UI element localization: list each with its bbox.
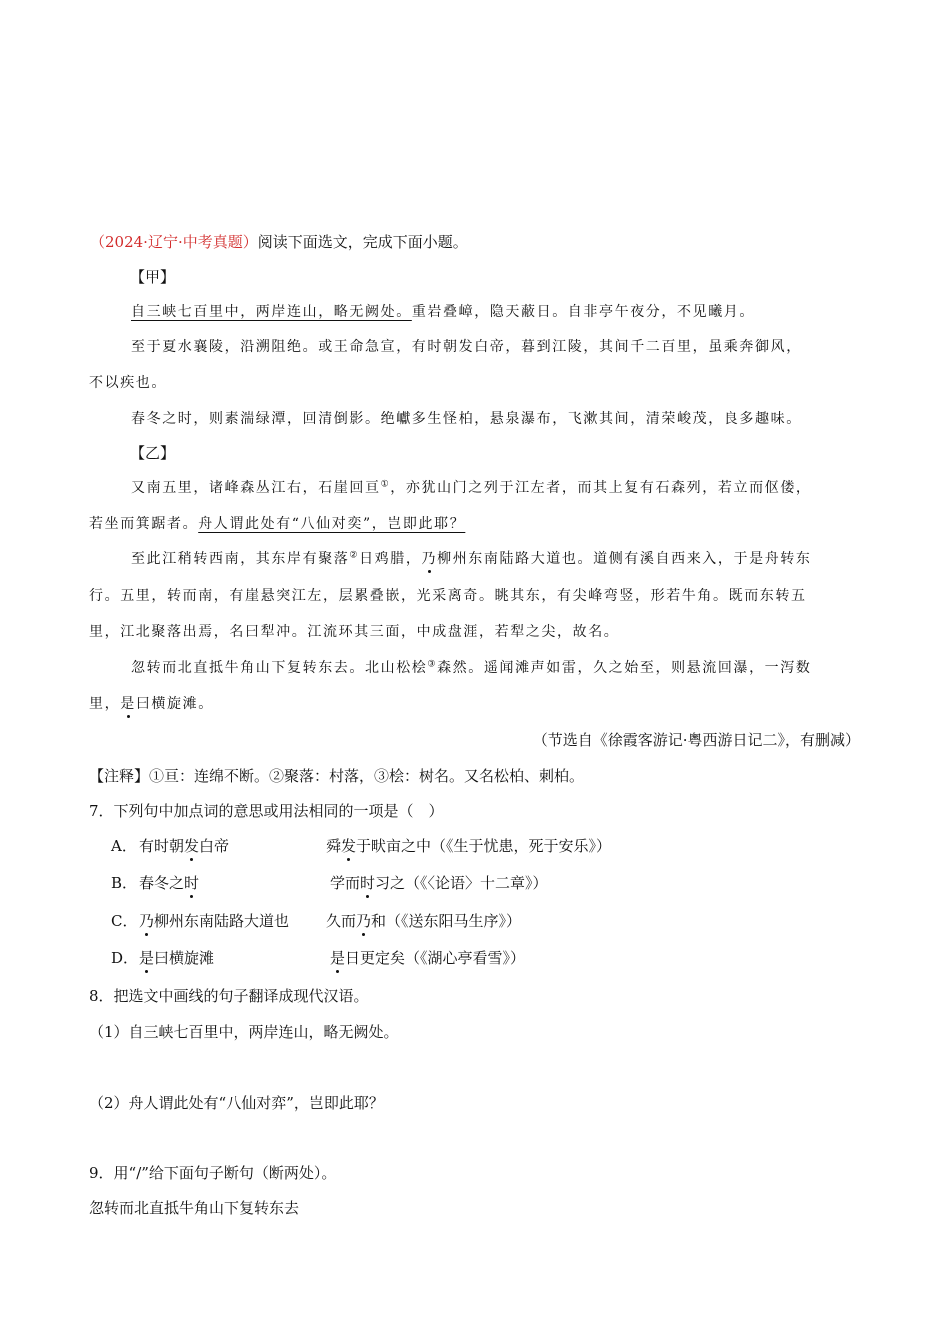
question-9-sentence: 忽转而北直抵牛角山下复转东去 <box>89 1199 300 1217</box>
note-marker-1: ① <box>380 479 391 490</box>
note-marker-3: ③ <box>427 659 438 670</box>
option-right-phrase: 舜发于畎亩之中（《生于忧患，死于安乐》） <box>326 837 612 855</box>
yi-paragraph-3: 忽转而北直抵牛角山下复转东去。北山松桧③森然。遥闻滩声如雷，久之始至，则悬流回瀑，一泻数 <box>131 659 812 676</box>
question-8-item-1: （1）自三峡七百里中，两岸连山，略无阙处。 <box>89 1023 399 1041</box>
intro-line <box>90 231 468 253</box>
option-a[interactable] <box>111 835 711 859</box>
option-label: B． <box>111 874 138 892</box>
option-b[interactable] <box>111 872 711 896</box>
option-left-phrase: 春冬之时 <box>139 874 200 892</box>
option-left-phrase: 乃柳州东南陆路大道也 <box>139 912 290 930</box>
dotted-word: 乃 <box>421 551 438 567</box>
jia-paragraph-2-cont: 不以疾也。 <box>89 375 167 391</box>
jia-paragraph-3: 春冬之时，则素湍绿潭，回清倒影。绝巘多生怪柏，悬泉瀑布，飞漱其间，清荣峻茂，良多趣味。 <box>131 411 802 427</box>
yi-paragraph-3-cont: 里，是曰横旋滩。 <box>89 696 214 712</box>
option-right-phrase: 是日更定矣（《湖心亭看雪》） <box>330 949 526 967</box>
note-marker-2: ② <box>349 550 360 561</box>
yi-paragraph-1: 又南五里，诸峰森丛江右，石崖回亘①，亦犹山门之列于江左者，而其上复有石森列，若立而伛偻， <box>131 479 812 496</box>
jia-paragraph-2: 至于夏水襄陵，沿溯阻绝。或王命急宣，有时朝发白帝，暮到江陵，其间千二百里，虽乘奔御风， <box>131 339 802 355</box>
option-right-phrase: 久而乃和（《送东阳马生序》） <box>326 912 522 930</box>
question-8-item-2: （2）舟人谓此处有“八仙对弈”，岂即此耶？ <box>89 1094 384 1112</box>
yi-paragraph-1-cont: 若坐而箕踞者。舟人谓此处有“八仙对奕”，岂即此耶？ <box>89 516 466 532</box>
option-label: C． <box>111 912 138 930</box>
annotations-label: 【注释】 <box>89 767 150 785</box>
option-label: D． <box>111 949 139 967</box>
dotted-word: 是 <box>120 696 136 712</box>
annotations: 【注释】①亘：连绵不断。②聚落：村落，③桧：树名。又名松柏、刺柏。 <box>89 767 585 785</box>
jia-heading: 【甲】 <box>130 268 176 286</box>
question-source: （2024·辽宁·中考真题） <box>90 233 258 251</box>
option-label: A． <box>111 837 137 855</box>
option-left-phrase: 有时朝发白帝 <box>139 837 230 855</box>
underlined-sentence-1: 自三峡七百里中，两岸连山，略无阙处。 <box>131 304 412 320</box>
intro-instruction: 阅读下面选文，完成下面小题。 <box>257 233 468 251</box>
option-left-phrase: 是曰横旋滩 <box>139 949 215 967</box>
yi-heading: 【乙】 <box>130 444 176 462</box>
question-8-stem: 8．把选文中画线的句子翻译成现代汉语。 <box>89 987 369 1005</box>
yi-paragraph-2-line-2: 行。五里，转而南，有崖悬突江左，层累叠嵌，光采离奇。眺其东，有尖峰弯竖，形若牛角。既而东转五 <box>89 588 807 604</box>
option-d[interactable] <box>111 947 711 971</box>
option-right-phrase: 学而时习之（《〈论语〉十二章》） <box>330 874 548 892</box>
question-9-stem: 9．用“/”给下面句子断句（断两处）。 <box>89 1164 337 1182</box>
jia-paragraph-1: 自三峡七百里中，两岸连山，略无阙处。重岩叠嶂，隐天蔽日。自非亭午夜分，不见曦月。 <box>131 304 756 320</box>
yi-paragraph-2: 至此江稍转西南，其东岸有聚落②日鸡腊，乃柳州东南陆路大道也。道侧有溪自西来入，于是舟转东 <box>131 550 812 567</box>
question-7-stem: 7．下列句中加点词的意思或用法相同的一项是（ ） <box>89 802 444 820</box>
option-c[interactable] <box>111 910 711 934</box>
passage-source: （节选自《徐霞客游记·粤西游日记二》，有删减） <box>532 731 860 749</box>
yi-paragraph-2-line-3: 里，江北聚落出焉，名曰犁冲。江流环其三面，中成盘涯，若犁之尖，故名。 <box>89 624 620 640</box>
underlined-sentence-2: 舟人谓此处有“八仙对奕”，岂即此耶？ <box>198 516 466 532</box>
